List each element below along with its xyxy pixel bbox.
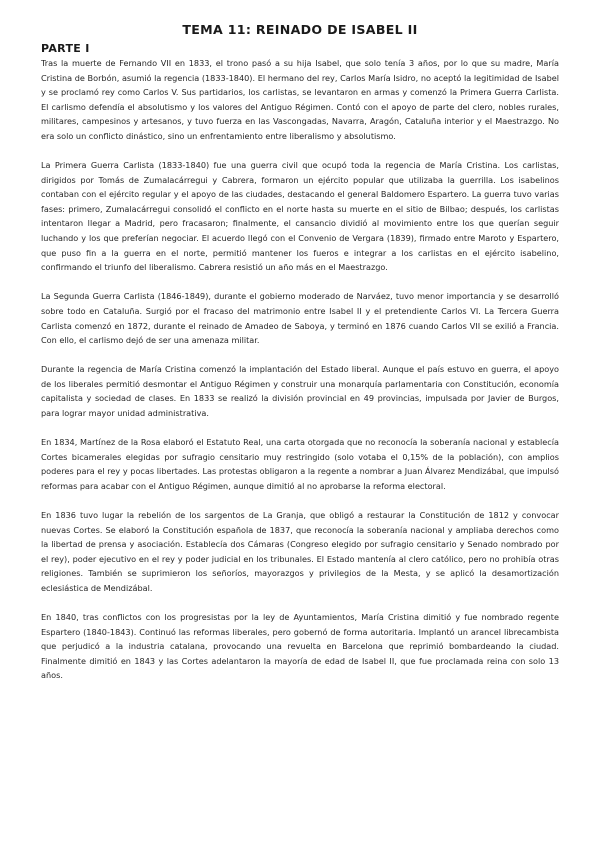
part-heading: PARTE I	[41, 42, 90, 55]
document-page	[41, 22, 559, 697]
paragraph-2: La Primera Guerra Carlista (1833-1840) fue una guerra civil que ocupó toda la regencia de María Cristina. Los carlistas, dirigidos por Tomás de Zumalacárregui y Cabrera, formaron un ejército popular que utilizaba la guerrilla. Los isabelinos contaban con el ejército regular y el apoyo de las ciudades, destacando el general Baldomero Espartero. La guerra tuvo varias fases: primero, Zumalacárregui consolidó el conflicto en el norte hasta su muerte en el sitio de Bilbao; después, los carlistas intentaron llegar a Madrid, pero fracasaron; finalmente, el cansancio dividió al movimiento entre los que querían seguir luchando y los que preferían negociar. El acuerdo llegó con el Convenio de Vergara (1839), firmado entre Maroto y Espartero, que puso fin a la guerra en el norte, permitió mantener los fueros e integrar a los carlistas en el ejército isabelino, confirmando el triunfo del liberalismo. Cabrera resistió un año más en el Maestrazgo.	[41, 160, 559, 273]
paragraph-3: La Segunda Guerra Carlista (1846-1849), durante el gobierno moderado de Narváez, tuvo menor importancia y se desarrolló sobre todo en Cataluña. Surgió por el fracaso del matrimonio entre Isabel II y el pretendiente Carlos VI. La Tercera Guerra Carlista comenzó en 1872, durante el reinado de Amadeo de Saboya, y terminó en 1876 cuando Carlos VII se exilió a Francia. Con ello, el carlismo dejó de ser una amenaza militar.	[41, 291, 559, 346]
paragraph-7: En 1840, tras conflictos con los progresistas por la ley de Ayuntamientos, María Cristina dimitió y fue nombrado regente Espartero (1840-1843). Continuó las reformas liberales, pero gobernó de forma autoritaria. Implantó un arancel librecambista que perjudicó a la industria catalana, provocando una revuelta en Barcelona que reprimió bombardeando la ciudad. Finalmente dimitió en 1843 y las Cortes adelantaron la mayoría de edad de Isabel II, que fue proclamada reina con solo 13 años.	[41, 612, 559, 681]
paragraph-5: En 1834, Martínez de la Rosa elaboró el Estatuto Real, una carta otorgada que no reconocía la soberanía nacional y establecía Cortes bicamerales elegidas por sufragio censitario muy restringido (solo votaba el 0,15% de la población), con amplios poderes para el rey y pocas libertades. Las protestas obligaron a la regente a nombrar a Juan Álvarez Mendizábal, que impulsó reformas para acabar con el Antiguo Régimen, aunque dimitió al no aprobarse la reforma electoral.	[41, 437, 559, 491]
document-title: TEMA 11: REINADO DE ISABEL II	[182, 22, 418, 37]
paragraph-6: En 1836 tuvo lugar la rebelión de los sargentos de La Granja, que obligó a restaurar la Constitución de 1812 y convocar nuevas Cortes. Se elaboró la Constitución española de 1837, que reconocía la soberanía nacional y ampliaba derechos como la libertad de prensa y asociación. Establecía dos Cámaras (Congreso elegido por sufragio censitario y Senado nombrado por el rey), poder ejecutivo en el rey y poder judicial en los tribunales. El Estado mantenía al clero católico, pero no prohibía otras religiones. También se suprimieron los señoríos, mayorazgos y privilegios de la Mesta, y se aplicó la desamortización eclesiástica de Mendizábal.	[41, 509, 559, 593]
paragraph-4: Durante la regencia de María Cristina comenzó la implantación del Estado liberal. Aunque el país estuvo en guerra, el apoyo de los liberales permitió desmontar el Antiguo Régimen y construir una monarquía parlamentaria con Constitución, economía capitalista y sociedad de clases. En 1833 se realizó la división provincial en 49 provincias, impulsada por Javier de Burgos, para lograr mayor unidad administrativa.	[41, 364, 559, 418]
paragraph-1: Tras la muerte de Fernando VII en 1833, el trono pasó a su hija Isabel, que solo tenía 3 años, por lo que su madre, María Cristina de Borbón, asumió la regencia (1833-1840). El hermano del rey, Carlos María Isidro, no aceptó la legitimidad de Isabel y se proclamó rey como Carlos V. Sus partidarios, los carlistas, se levantaron en armas y comenzó la Primera Guerra Carlista. El carlismo defendía el absolutismo y los valores del Antiguo Régimen. Contó con el apoyo de parte del clero, nobles rurales, militares, campesinos y artesanos, y tuvo fuerza en las Vascongadas, Navarra, Aragón, Cataluña interior y el Maestrazgo. No era solo un conflicto dinástico, sino un enfrentamiento entre liberalismo y absolutismo.	[41, 58, 559, 141]
